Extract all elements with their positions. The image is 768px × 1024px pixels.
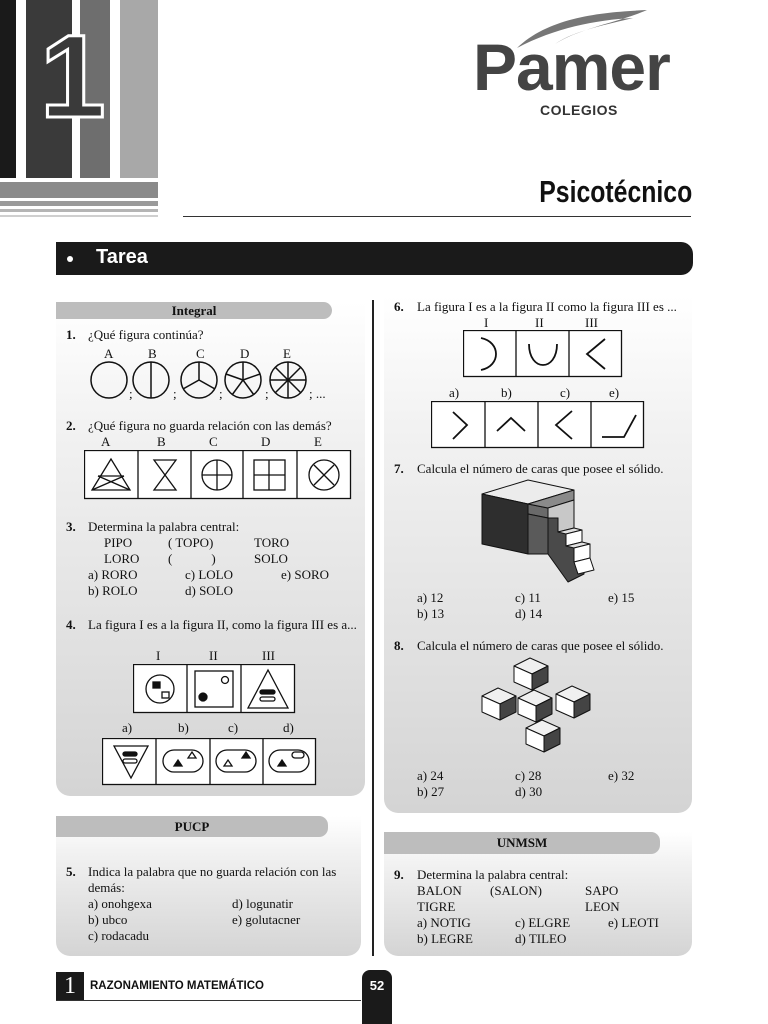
bullet-icon xyxy=(67,256,73,262)
answer-option: a) 24 xyxy=(417,768,444,783)
separator: ; xyxy=(129,386,133,401)
answer-option: a) RORO xyxy=(88,567,138,582)
odd-figure-options xyxy=(84,450,352,500)
figure-label: III xyxy=(585,315,598,330)
question-9-text: Determina la palabra central: xyxy=(417,867,569,882)
question-6-text: La figura I es a la figura II como la figura III es ... xyxy=(417,299,677,314)
separator: ; ... xyxy=(309,386,326,401)
word: TORO xyxy=(254,535,290,550)
option-label: B xyxy=(157,434,166,449)
question-3-text: Determina la palabra central: xyxy=(88,519,240,534)
option-label: A xyxy=(104,346,114,361)
answer-option: a) onohgexa xyxy=(88,896,152,911)
footer-course: RAZONAMIENTO MATEMÁTICO xyxy=(90,980,264,992)
option-label: c) xyxy=(228,720,239,735)
question-2: 2. xyxy=(66,418,76,433)
option-label: E xyxy=(283,346,291,361)
answer-option: b) ROLO xyxy=(88,583,138,598)
word: SOLO xyxy=(254,551,288,566)
analogy-options-2 xyxy=(431,401,645,449)
pucp-header: PUCP xyxy=(56,816,328,837)
answer-option: e) golutacner xyxy=(232,912,301,927)
figure-label: II xyxy=(209,648,218,663)
option-label: c) xyxy=(560,385,571,400)
option-label: C xyxy=(209,434,218,449)
word: SAPO xyxy=(585,883,619,898)
separator: ; xyxy=(219,386,223,401)
integral-header: Integral xyxy=(56,302,332,319)
option-label: b) xyxy=(178,720,189,735)
figure-label: III xyxy=(262,648,275,663)
answer-option: b) 13 xyxy=(417,606,445,621)
question-3: 3. xyxy=(66,519,76,534)
question-8-text: Calcula el número de caras que posee el sólido. xyxy=(417,638,664,653)
word: TIGRE xyxy=(417,899,456,914)
separator: ; xyxy=(173,386,177,401)
option-label: B xyxy=(148,346,157,361)
answer-option: a) 12 xyxy=(417,590,444,605)
word: LEON xyxy=(585,899,620,914)
answer-option: c) 28 xyxy=(515,768,542,783)
figure-label: II xyxy=(535,315,544,330)
option-label: A xyxy=(101,434,111,449)
answer-option: d) 30 xyxy=(515,784,543,799)
word: ( TOPO) xyxy=(168,535,214,550)
question-8: 8. xyxy=(394,638,404,653)
analogy-options xyxy=(102,738,317,786)
answer-option: c) 11 xyxy=(515,590,541,605)
analogy-figures-2 xyxy=(463,330,623,378)
question-6: 6. xyxy=(394,299,404,314)
option-label: D xyxy=(261,434,271,449)
unmsm-header: UNMSM xyxy=(384,832,660,854)
column-divider xyxy=(372,300,374,956)
answer-option: e) 32 xyxy=(608,768,635,783)
answer-option: e) LEOTI xyxy=(608,915,659,930)
question-9: 9. xyxy=(394,867,404,882)
answer-option: e) SORO xyxy=(281,567,330,582)
answer-option: a) NOTIG xyxy=(417,915,471,930)
answer-option: b) ubco xyxy=(88,912,128,927)
answer-option: b) LEGRE xyxy=(417,931,473,946)
option-label: E xyxy=(314,434,322,449)
analogy-figures xyxy=(133,664,296,714)
circle-sequence-figure xyxy=(88,360,318,400)
figure-label: I xyxy=(484,315,489,330)
answer-option: d) SOLO xyxy=(185,583,234,598)
section-bar xyxy=(56,242,693,275)
separator: ; xyxy=(265,386,269,401)
word: LORO xyxy=(104,551,140,566)
section-title: Tarea xyxy=(96,246,148,268)
word: BALON xyxy=(417,883,462,898)
option-label: e) xyxy=(609,385,620,400)
page-title: Psicotécnico xyxy=(539,174,692,209)
word: ( ) xyxy=(168,551,216,566)
footer-unit-number: 1 xyxy=(64,973,76,999)
unit-number: 1 xyxy=(40,11,106,143)
answer-option: d) TILEO xyxy=(515,931,567,946)
question-7: 7. xyxy=(394,461,404,476)
word: (SALON) xyxy=(490,883,542,898)
option-label: a) xyxy=(122,720,133,735)
question-4: 4. xyxy=(66,617,76,632)
option-label: D xyxy=(240,346,250,361)
answer-option: e) 15 xyxy=(608,590,635,605)
page-number: 52 xyxy=(369,978,385,993)
question-5: 5. xyxy=(66,864,76,879)
question-1-text: ¿Qué figura continúa? xyxy=(88,327,204,342)
option-label: a) xyxy=(449,385,460,400)
title-rule xyxy=(183,216,691,217)
answer-option: c) rodacadu xyxy=(88,928,149,943)
question-7-text: Calcula el número de caras que posee el sólido. xyxy=(417,461,664,476)
option-label: b) xyxy=(501,385,512,400)
answer-option: c) ELGRE xyxy=(515,915,571,930)
question-4-text: La figura I es a la figura II, como la figura III es a... xyxy=(88,617,357,632)
option-label: d) xyxy=(283,720,294,735)
answer-option: d) 14 xyxy=(515,606,543,621)
figure-label: I xyxy=(156,648,161,663)
footer-rule xyxy=(56,1000,361,1001)
answer-option: c) LOLO xyxy=(185,567,234,582)
answer-option: d) logunatir xyxy=(232,896,294,911)
word: PIPO xyxy=(104,535,133,550)
answer-option: b) 27 xyxy=(417,784,445,799)
option-label: C xyxy=(196,346,205,361)
question-5-text: Indica la palabra que no guarda relación con las demás: xyxy=(88,864,337,895)
question-1: 1. xyxy=(66,327,76,342)
solid-figure-1 xyxy=(478,474,598,594)
solid-figure-2 xyxy=(480,654,598,756)
question-2-text: ¿Qué figura no guarda relación con las demás? xyxy=(88,418,332,433)
